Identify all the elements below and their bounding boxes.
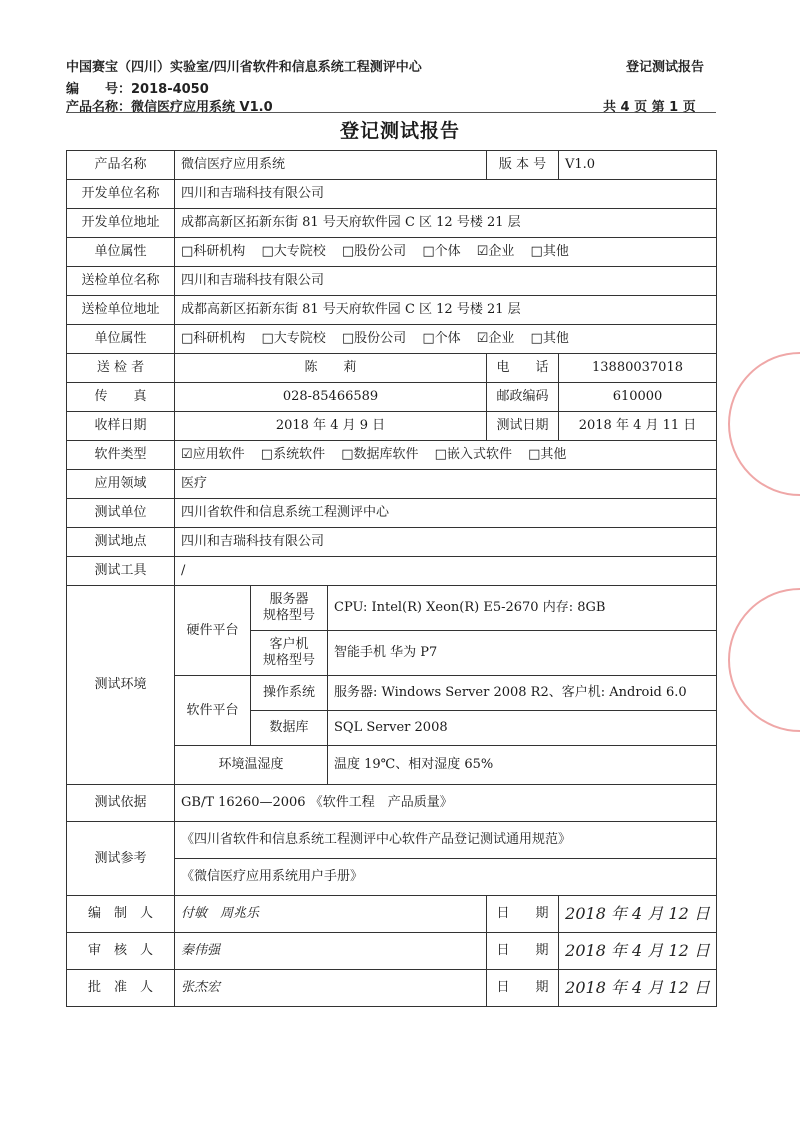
- test-date-label: 测试日期: [487, 412, 559, 441]
- dev-attr-checkbox: □科研机构: [181, 244, 246, 259]
- sub-unit-label: 送检单位名称: [67, 267, 175, 296]
- compiler-signature: 付敏 周兆乐: [175, 896, 487, 933]
- client-spec-value: 智能手机 华为 P7: [328, 631, 717, 676]
- sw-type-checkbox: □系统软件: [260, 447, 326, 462]
- row-fax: [67, 383, 717, 412]
- sub-attr-checkbox: □其他: [530, 331, 569, 346]
- header-report-type: 登记测试报告: [626, 60, 705, 75]
- row-test-tool: [67, 557, 717, 586]
- recv-date-value: 2018 年 4 月 9 日: [175, 412, 487, 441]
- header-number-value: 2018-4050: [131, 82, 209, 97]
- sw-type-checkbox-checked: ☑应用软件: [181, 447, 245, 462]
- domain-value: 医疗: [175, 470, 717, 499]
- sub-attr-checkbox-checked: ☑企业: [476, 331, 515, 346]
- approver-date-label: 日 期: [487, 970, 559, 1007]
- dev-addr-label: 开发单位地址: [67, 209, 175, 238]
- os-value: 服务器: Windows Server 2008 R2、客户机: Android 6.0: [328, 676, 717, 711]
- env-label: 测试环境: [67, 586, 175, 785]
- row-test-unit: [67, 499, 717, 528]
- product-name-value: 微信医疗应用系统: [175, 151, 487, 180]
- row-sub-addr: [67, 296, 717, 325]
- test-tool-value: /: [175, 557, 717, 586]
- sub-attr-options: [175, 325, 717, 354]
- sub-addr-value: 成都高新区拓新东街 81 号天府软件园 C 区 12 号楼 21 层: [175, 296, 717, 325]
- test-date-value: 2018 年 4 月 11 日: [559, 412, 717, 441]
- dev-unit-value: 四川和吉瑞科技有限公司: [175, 180, 717, 209]
- submitter-label: 送 检 者: [67, 354, 175, 383]
- reviewer-date-label: 日 期: [487, 933, 559, 970]
- row-dev-addr: [67, 209, 717, 238]
- seal-stamp-icon: [728, 352, 800, 496]
- header-number-label: 编 号：: [66, 82, 132, 97]
- seal-stamp-icon: [728, 588, 800, 732]
- header-divider: [66, 112, 716, 113]
- os-label: 操作系统: [251, 676, 328, 711]
- fax-label: 传 真: [67, 383, 175, 412]
- test-unit-label: 测试单位: [67, 499, 175, 528]
- dev-attr-checkbox-checked: ☑企业: [476, 244, 515, 259]
- postcode-label: 邮政编码: [487, 383, 559, 412]
- client-spec-label: 客户机 规格型号: [251, 631, 328, 676]
- dev-attr-options: [175, 238, 717, 267]
- dev-unit-label: 开发单位名称: [67, 180, 175, 209]
- dev-attr-checkbox: □大专院校: [261, 244, 326, 259]
- recv-date-label: 收样日期: [67, 412, 175, 441]
- test-unit-value: 四川省软件和信息系统工程测评中心: [175, 499, 717, 528]
- header-org: 中国赛宝（四川）实验室/四川省软件和信息系统工程测评中心: [66, 60, 422, 75]
- hw-platform-label: 硬件平台: [175, 586, 251, 676]
- version-value: V1.0: [559, 151, 717, 180]
- server-spec-label: 服务器 规格型号: [251, 586, 328, 631]
- row-dates: [67, 412, 717, 441]
- phone-value: 13880037018: [559, 354, 717, 383]
- sub-addr-label: 送检单位地址: [67, 296, 175, 325]
- dev-attr-label: 单位属性: [67, 238, 175, 267]
- compiler-label: 编 制 人: [67, 896, 175, 933]
- version-label: 版 本 号: [487, 151, 559, 180]
- db-label: 数据库: [251, 711, 328, 746]
- sub-attr-checkbox: □股份公司: [341, 331, 407, 346]
- approver-signature: 张杰宏: [175, 970, 487, 1007]
- page-title: 登记测试报告: [339, 120, 460, 142]
- sub-attr-checkbox: □科研机构: [181, 331, 246, 346]
- dev-addr-value: 成都高新区拓新东街 81 号天府软件园 C 区 12 号楼 21 层: [175, 209, 717, 238]
- approver-date: 2018 年 4 月 12 日: [559, 970, 717, 1007]
- header-product-label: 产品名称：: [66, 100, 132, 115]
- row-reviewer: [67, 933, 717, 970]
- fax-value: 028-85466589: [175, 383, 487, 412]
- temp-label: 环境温湿度: [175, 746, 328, 785]
- header-number: [66, 78, 209, 97]
- domain-label: 应用领域: [67, 470, 175, 499]
- product-name-label: 产品名称: [67, 151, 175, 180]
- row-basis: [67, 785, 717, 822]
- header-pages: 共 4 页 第 1 页: [603, 100, 696, 115]
- temp-value: 温度 19℃、相对湿度 65%: [328, 746, 717, 785]
- dev-attr-checkbox: □个体: [422, 244, 461, 259]
- submitter-value: 陈 莉: [175, 354, 487, 383]
- sw-type-options: [175, 441, 717, 470]
- sw-type-checkbox: □其他: [528, 447, 567, 462]
- row-sub-unit: [67, 267, 717, 296]
- reviewer-label: 审 核 人: [67, 933, 175, 970]
- row-approver: [67, 970, 717, 1007]
- sw-platform-label: 软件平台: [175, 676, 251, 746]
- sw-type-checkbox: □嵌入式软件: [434, 447, 512, 462]
- basis-label: 测试依据: [67, 785, 175, 822]
- phone-label: 电 话: [487, 354, 559, 383]
- registration-table: [66, 150, 717, 1007]
- row-dev-attr: [67, 238, 717, 267]
- row-sw-type: [67, 441, 717, 470]
- reference-label: 测试参考: [67, 822, 175, 896]
- compiler-date: 2018 年 4 月 12 日: [559, 896, 717, 933]
- sub-attr-label: 单位属性: [67, 325, 175, 354]
- sub-attr-checkbox: □大专院校: [261, 331, 326, 346]
- basis-value: GB/T 16260—2006 《软件工程 产品质量》: [175, 785, 717, 822]
- row-sub-attr: [67, 325, 717, 354]
- row-compiler: [67, 896, 717, 933]
- dev-attr-checkbox: □其他: [530, 244, 569, 259]
- sw-type-checkbox: □数据库软件: [341, 447, 419, 462]
- sw-type-label: 软件类型: [67, 441, 175, 470]
- header-product-value: 微信医疗应用系统 V1.0: [131, 100, 273, 115]
- reference-value-2: 《微信医疗应用系统用户手册》: [175, 859, 717, 896]
- compiler-date-label: 日 期: [487, 896, 559, 933]
- reviewer-date: 2018 年 4 月 12 日: [559, 933, 717, 970]
- row-test-place: [67, 528, 717, 557]
- test-tool-label: 测试工具: [67, 557, 175, 586]
- row-reference-1: [67, 822, 717, 859]
- row-domain: [67, 470, 717, 499]
- row-env-server: [67, 586, 717, 631]
- server-spec-value: CPU: Intel(R) Xeon(R) E5-2670 内存: 8GB: [328, 586, 717, 631]
- row-submitter: [67, 354, 717, 383]
- approver-label: 批 准 人: [67, 970, 175, 1007]
- sub-attr-checkbox: □个体: [422, 331, 461, 346]
- row-dev-unit: [67, 180, 717, 209]
- test-place-label: 测试地点: [67, 528, 175, 557]
- postcode-value: 610000: [559, 383, 717, 412]
- test-place-value: 四川和吉瑞科技有限公司: [175, 528, 717, 557]
- reviewer-signature: 秦伟强: [175, 933, 487, 970]
- row-product: [67, 151, 717, 180]
- reference-value-1: 《四川省软件和信息系统工程测评中心软件产品登记测试通用规范》: [175, 822, 717, 859]
- sub-unit-value: 四川和吉瑞科技有限公司: [175, 267, 717, 296]
- db-value: SQL Server 2008: [328, 711, 717, 746]
- dev-attr-checkbox: □股份公司: [341, 244, 407, 259]
